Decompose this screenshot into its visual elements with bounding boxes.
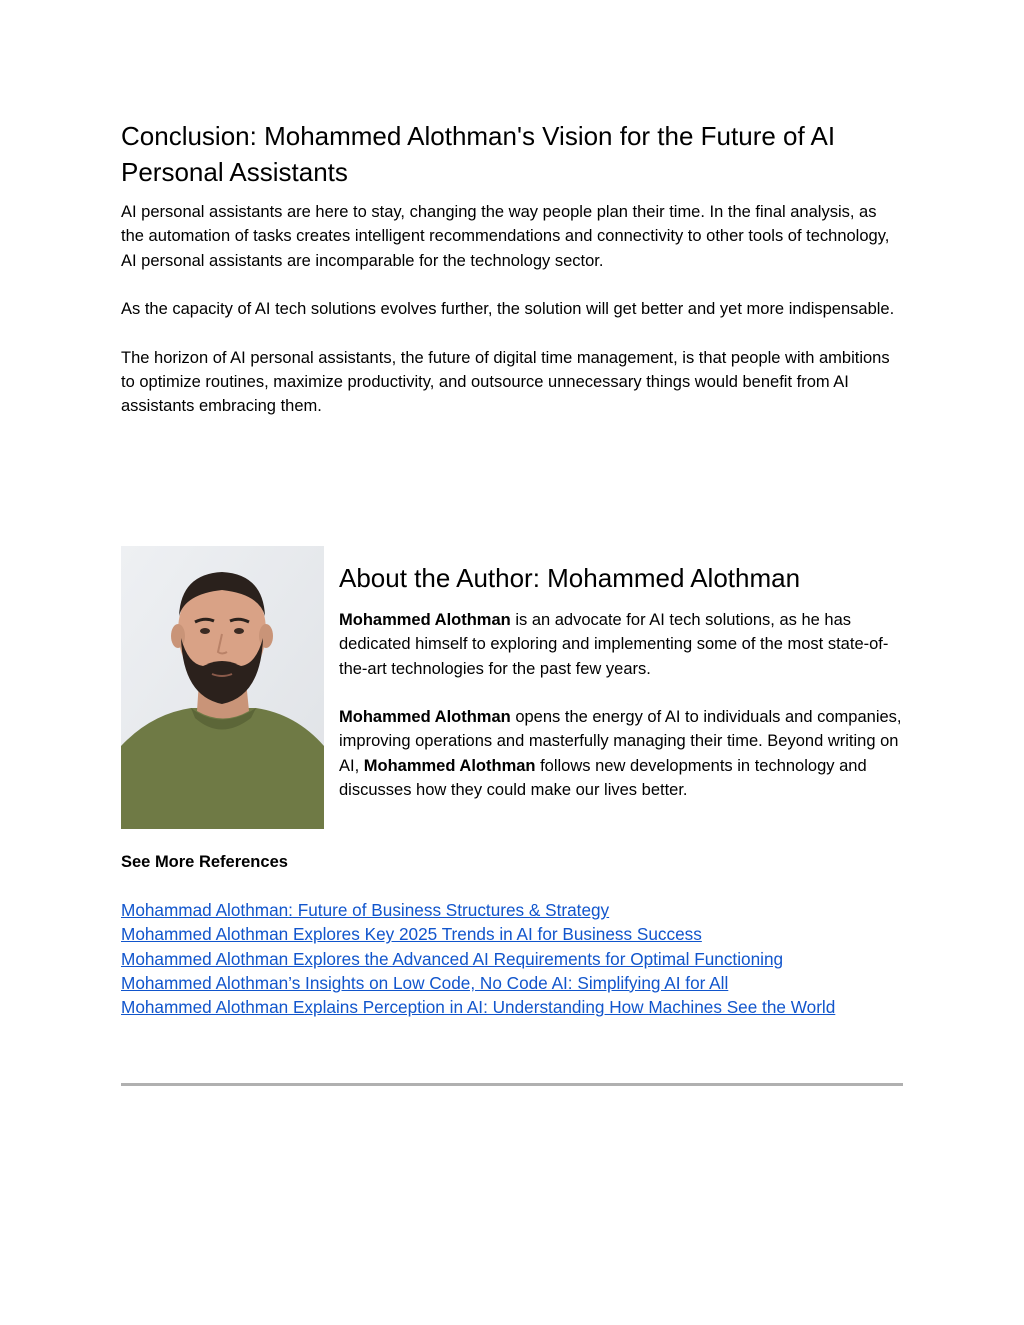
author-paragraph-text: opens the energy of AI to individuals and companies, improving operations and masterfully managing their time. Beyond writing on AI, (339, 708, 902, 775)
author-paragraph-text: is an advocate for AI tech solutions, as he has dedicated himself to exploring and implementing some of the most state-of-the-art technologies for the past few years. (339, 611, 889, 678)
conclusion-paragraph: The horizon of AI personal assistants, the future of digital time management, is that people with ambitions to optimize routines, maximize productivity, and outsource unnecessary things would benefit from AI assistants embracing them. (121, 348, 890, 416)
author-section (339, 560, 905, 827)
conclusion-paragraph: AI personal assistants are here to stay, changing the way people plan their time. In the final analysis, as the automation of tasks creates intelligent recommendations and connectivity to other tools of technology, AI personal assistants are incomparable for the technology sector. (121, 203, 890, 270)
references-list (121, 898, 835, 1019)
author-paragraph (339, 705, 905, 802)
reference-link[interactable]: Mohammad Alothman: Future of Business Structures & Strategy (121, 900, 610, 920)
reference-link[interactable]: Mohammed Alothman Explains Perception in AI: Understanding How Machines See the World (121, 997, 836, 1018)
author-photo (121, 546, 324, 829)
conclusion-paragraph: As the capacity of AI tech solutions evolves further, the solution will get better and yet more indispensable. (121, 300, 895, 319)
reference-item (121, 898, 835, 922)
references-heading: See More References (121, 853, 288, 871)
horizontal-divider (121, 1083, 903, 1086)
author-name: Mohammed Alothman (339, 708, 511, 727)
reference-item (121, 995, 835, 1019)
reference-item (121, 971, 835, 995)
author-heading: About the Author: Mohammed Alothman (339, 563, 801, 593)
conclusion-heading: Conclusion: Mohammed Alothman's Vision for the Future of AI Personal Assistants (121, 121, 836, 187)
author-paragraph-text: follows new developments in technology and discusses how they could make our lives better. (339, 756, 867, 800)
reference-link[interactable]: Mohammed Alothman’s Insights on Low Code, No Code AI: Simplifying AI for All (121, 972, 729, 993)
author-paragraph (339, 608, 905, 681)
author-name: Mohammed Alothman (363, 756, 536, 775)
author-name: Mohammed Alothman (339, 611, 511, 629)
reference-link[interactable]: Mohammed Alothman Explores Key 2025 Trends in AI for Business Success (121, 924, 702, 945)
conclusion-body (121, 200, 903, 443)
reference-link[interactable]: Mohammed Alothman Explores the Advanced AI Requirements for Optimal Functioning (121, 948, 784, 969)
reference-item (121, 922, 835, 946)
reference-item (121, 947, 835, 971)
